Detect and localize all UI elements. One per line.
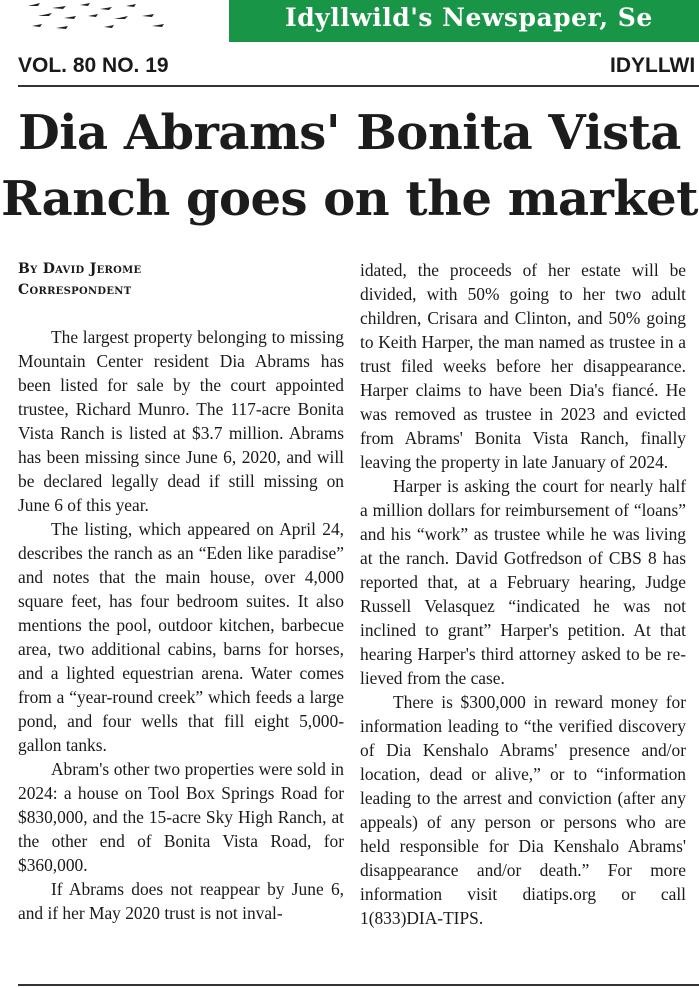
paragraph: The largest property belonging to missing Mountain Center resident Dia Abrams has been listed for sale by the court appointed trustee, Richard Munro. The 117-acre Bonita Vista Ranch is listed at $3.7 million. Abrams has been missing since June 6, 2020, and will be declared legally dead if still missing on June 6 of this year. bbox=[18, 327, 344, 515]
issue-bar bbox=[18, 52, 699, 82]
article-headline: Dia Abrams' Bonita Vista Ranch goes on the market bbox=[1, 105, 698, 227]
bottom-divider bbox=[18, 984, 699, 986]
volume-number: VOL. 80 NO. 19 bbox=[18, 54, 169, 77]
masthead-title: Idyllwild's Newspaper, Se bbox=[285, 3, 653, 32]
article-column-right bbox=[360, 258, 686, 930]
top-divider bbox=[18, 85, 699, 87]
paragraph: Abram's other two properties were sold in 2024: a house on Tool Box Springs Road for $830,000, and the 15-acre Sky High Ranch, at the other end of Bonita Vista Road, for $360,000. bbox=[18, 759, 344, 875]
paragraph: If Abrams does not reappear by June 6, and if her May 2020 trust is not inval- bbox=[18, 879, 344, 923]
byline-author: By David Jerome bbox=[18, 261, 142, 277]
byline-role: Correspondent bbox=[18, 282, 132, 298]
article-column-left bbox=[18, 325, 344, 925]
paragraph-continuation: idated, the proceeds of her estate will be divided, with 50% going to her two adult children, Crisara and Clinton, and 50% going to Keith Harper, the man named as trustee in a trust filed weeks before her disappearance. Harper claims to have been Dia's fiancé. He was removed as trustee in 2023 and evicted from Abrams' Bonita Vista Ranch, finally leaving the property in late January of 2024. bbox=[360, 260, 686, 472]
paragraph: There is $300,000 in reward money for information leading to “the verified discovery of Dia Kenshalo Abrams' presence and/or location, dead or alive,” or to “information leading to the arrest and conviction (after any appeals) of any person or persons who are held responsible for Dia Kenshalo Abrams' disappearance and/or death.” For more information visit diatips.org or call 1(833)DIA-TIPS. bbox=[360, 692, 686, 928]
masthead-banner bbox=[229, 0, 699, 42]
paragraph: The listing, which appeared on April 24, describes the ranch as an “Eden like paradise” and notes that the main house, over 4,000 square feet, has four bedroom suites. It also mentions the pool, outdoor kitchen, barbecue area, two additional cabins, barns for horses, and a lighted equestrian arena. Water comes from a “year-round creek” which feeds a large pond, and four wells that fill eight 5,000-gallon tanks. bbox=[18, 519, 344, 755]
mountain-birds-logo bbox=[18, 0, 178, 34]
paragraph: Harper is asking the court for nearly half a million dollars for reimbursement of “loans” and his “work” as trustee while he was living at the ranch. David Gotfredson of CBS 8 has reported that, at a February hearing, Judge Russell Velasquez “indicated he was not inclined to grant” Harper's petition. At that hearing Harper's third attorney asked to be relieved from the case. bbox=[360, 476, 686, 688]
issue-location: IDYLLWI bbox=[610, 54, 696, 77]
byline bbox=[18, 259, 348, 301]
masthead bbox=[0, 0, 699, 44]
